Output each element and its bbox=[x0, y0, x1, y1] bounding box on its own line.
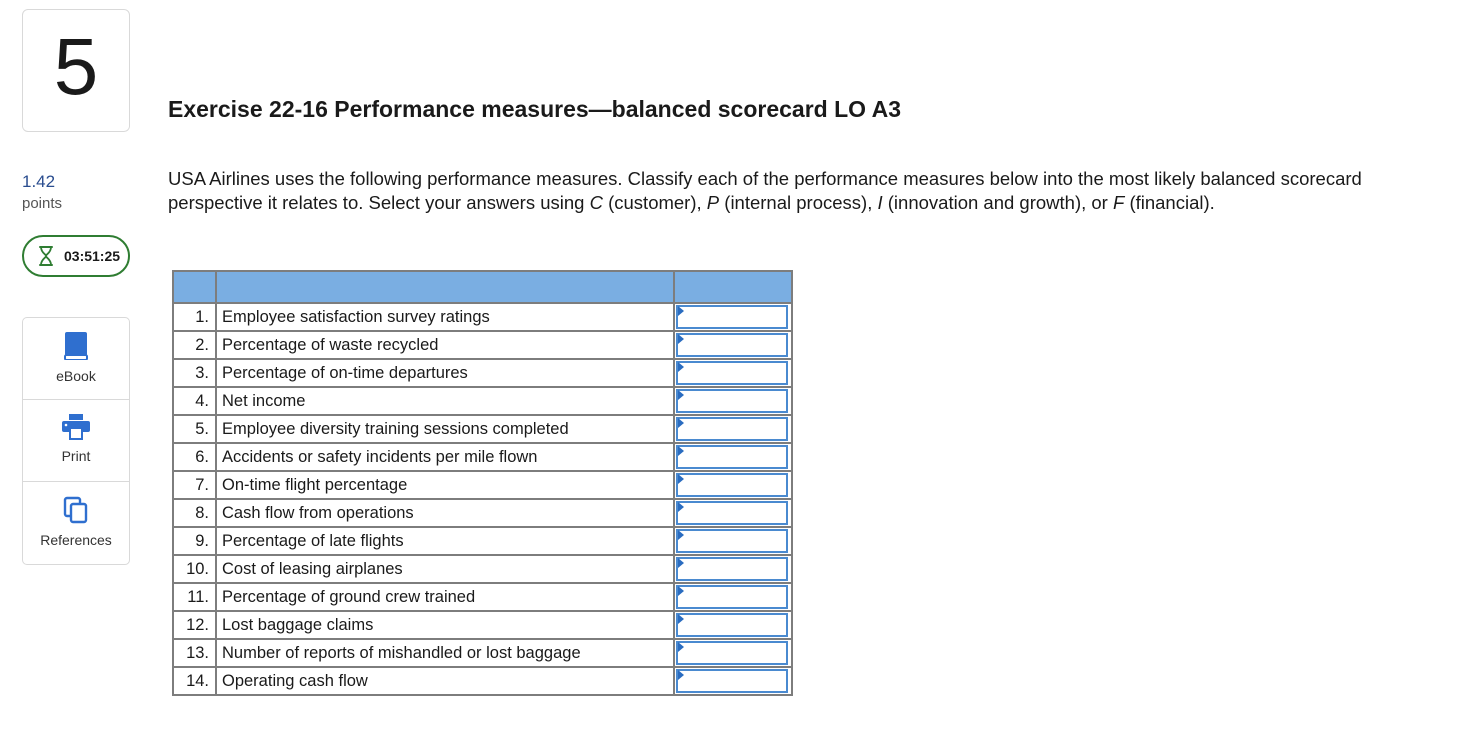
table-row bbox=[173, 499, 792, 527]
instructions bbox=[168, 167, 1438, 215]
row-measure: Percentage of waste recycled bbox=[216, 331, 674, 359]
timer bbox=[22, 235, 130, 277]
row-measure: Net income bbox=[216, 387, 674, 415]
book-icon bbox=[64, 332, 88, 360]
table-header-row bbox=[173, 271, 792, 303]
table-body bbox=[173, 303, 792, 695]
answer-dropdown[interactable] bbox=[676, 669, 788, 693]
answer-dropdown[interactable] bbox=[676, 585, 788, 609]
ebook-button[interactable] bbox=[23, 318, 129, 400]
row-answer-cell bbox=[674, 471, 792, 499]
row-number: 4. bbox=[173, 387, 216, 415]
row-answer-cell bbox=[674, 415, 792, 443]
row-measure: On-time flight percentage bbox=[216, 471, 674, 499]
table-row bbox=[173, 583, 792, 611]
points-value: 1.42 bbox=[22, 172, 56, 191]
row-number: 10. bbox=[173, 555, 216, 583]
row-number: 13. bbox=[173, 639, 216, 667]
table-row bbox=[173, 555, 792, 583]
code-letter-c: C bbox=[589, 192, 603, 213]
answer-dropdown[interactable] bbox=[676, 305, 788, 329]
row-number: 3. bbox=[173, 359, 216, 387]
row-answer-cell bbox=[674, 583, 792, 611]
table-row bbox=[173, 527, 792, 555]
answer-dropdown[interactable] bbox=[676, 473, 788, 497]
row-number: 8. bbox=[173, 499, 216, 527]
answer-dropdown[interactable] bbox=[676, 361, 788, 385]
tools-panel bbox=[22, 317, 130, 565]
exercise-title: Exercise 22-16 Performance measures—balanced scorecard LO A3 bbox=[168, 96, 901, 122]
table-row bbox=[173, 415, 792, 443]
row-number: 7. bbox=[173, 471, 216, 499]
table-row bbox=[173, 471, 792, 499]
answer-dropdown[interactable] bbox=[676, 445, 788, 469]
row-measure: Percentage of late flights bbox=[216, 527, 674, 555]
header-number bbox=[173, 271, 216, 303]
print-label: Print bbox=[61, 448, 91, 464]
measures-table bbox=[172, 270, 793, 696]
printer-icon bbox=[62, 414, 90, 440]
row-answer-cell bbox=[674, 555, 792, 583]
row-answer-cell bbox=[674, 527, 792, 555]
row-answer-cell bbox=[674, 387, 792, 415]
code-meaning-c: (customer), bbox=[608, 192, 707, 213]
table-row bbox=[173, 667, 792, 695]
references-button[interactable] bbox=[23, 482, 129, 564]
instructions-intro: USA Airlines uses the following performance measures. Classify each of the performance measures below into the most likely balanced scorecard perspective it relates to. Select your answers using bbox=[168, 168, 1362, 213]
row-number: 11. bbox=[173, 583, 216, 611]
code-letter-p: P bbox=[706, 192, 720, 213]
row-measure: Accidents or safety incidents per mile flown bbox=[216, 443, 674, 471]
row-answer-cell bbox=[674, 331, 792, 359]
answer-dropdown[interactable] bbox=[676, 501, 788, 525]
table-row bbox=[173, 331, 792, 359]
code-meaning-f: (financial). bbox=[1129, 192, 1215, 213]
row-measure: Operating cash flow bbox=[216, 667, 674, 695]
answer-dropdown[interactable] bbox=[676, 417, 788, 441]
table-row bbox=[173, 639, 792, 667]
code-meaning-i: (innovation and growth), or bbox=[887, 192, 1113, 213]
row-number: 9. bbox=[173, 527, 216, 555]
answer-dropdown[interactable] bbox=[676, 389, 788, 413]
row-answer-cell bbox=[674, 639, 792, 667]
header-answer bbox=[674, 271, 792, 303]
answer-dropdown[interactable] bbox=[676, 613, 788, 637]
row-answer-cell bbox=[674, 499, 792, 527]
question-number-box bbox=[22, 9, 130, 132]
row-measure: Cost of leasing airplanes bbox=[216, 555, 674, 583]
row-measure: Employee diversity training sessions completed bbox=[216, 415, 674, 443]
row-measure: Lost baggage claims bbox=[216, 611, 674, 639]
header-measure bbox=[216, 271, 674, 303]
row-number: 6. bbox=[173, 443, 216, 471]
row-answer-cell bbox=[674, 303, 792, 331]
row-answer-cell bbox=[674, 667, 792, 695]
ebook-label: eBook bbox=[56, 368, 96, 384]
code-letter-i: I bbox=[877, 192, 883, 213]
answer-dropdown[interactable] bbox=[676, 641, 788, 665]
row-number: 5. bbox=[173, 415, 216, 443]
timer-text: 03:51:25 bbox=[64, 248, 121, 264]
row-answer-cell bbox=[674, 359, 792, 387]
row-measure: Employee satisfaction survey ratings bbox=[216, 303, 674, 331]
hourglass-icon bbox=[37, 245, 55, 267]
row-measure: Percentage of ground crew trained bbox=[216, 583, 674, 611]
table-row bbox=[173, 387, 792, 415]
row-measure: Percentage of on-time departures bbox=[216, 359, 674, 387]
copy-icon bbox=[63, 496, 89, 524]
code-meaning-p: (internal process), bbox=[724, 192, 878, 213]
table-row bbox=[173, 303, 792, 331]
row-answer-cell bbox=[674, 443, 792, 471]
table-row bbox=[173, 611, 792, 639]
question-number: 5 bbox=[53, 21, 99, 111]
answer-dropdown[interactable] bbox=[676, 333, 788, 357]
code-letter-f: F bbox=[1112, 192, 1125, 213]
references-label: References bbox=[40, 532, 112, 548]
row-number: 12. bbox=[173, 611, 216, 639]
row-answer-cell bbox=[674, 611, 792, 639]
row-measure: Number of reports of mishandled or lost baggage bbox=[216, 639, 674, 667]
table-row bbox=[173, 359, 792, 387]
points-label: points bbox=[22, 195, 63, 212]
print-button[interactable] bbox=[23, 400, 129, 482]
table-row bbox=[173, 443, 792, 471]
row-number: 1. bbox=[173, 303, 216, 331]
row-measure: Cash flow from operations bbox=[216, 499, 674, 527]
row-number: 2. bbox=[173, 331, 216, 359]
answer-dropdown[interactable] bbox=[676, 529, 788, 553]
row-number: 14. bbox=[173, 667, 216, 695]
answer-dropdown[interactable] bbox=[676, 557, 788, 581]
